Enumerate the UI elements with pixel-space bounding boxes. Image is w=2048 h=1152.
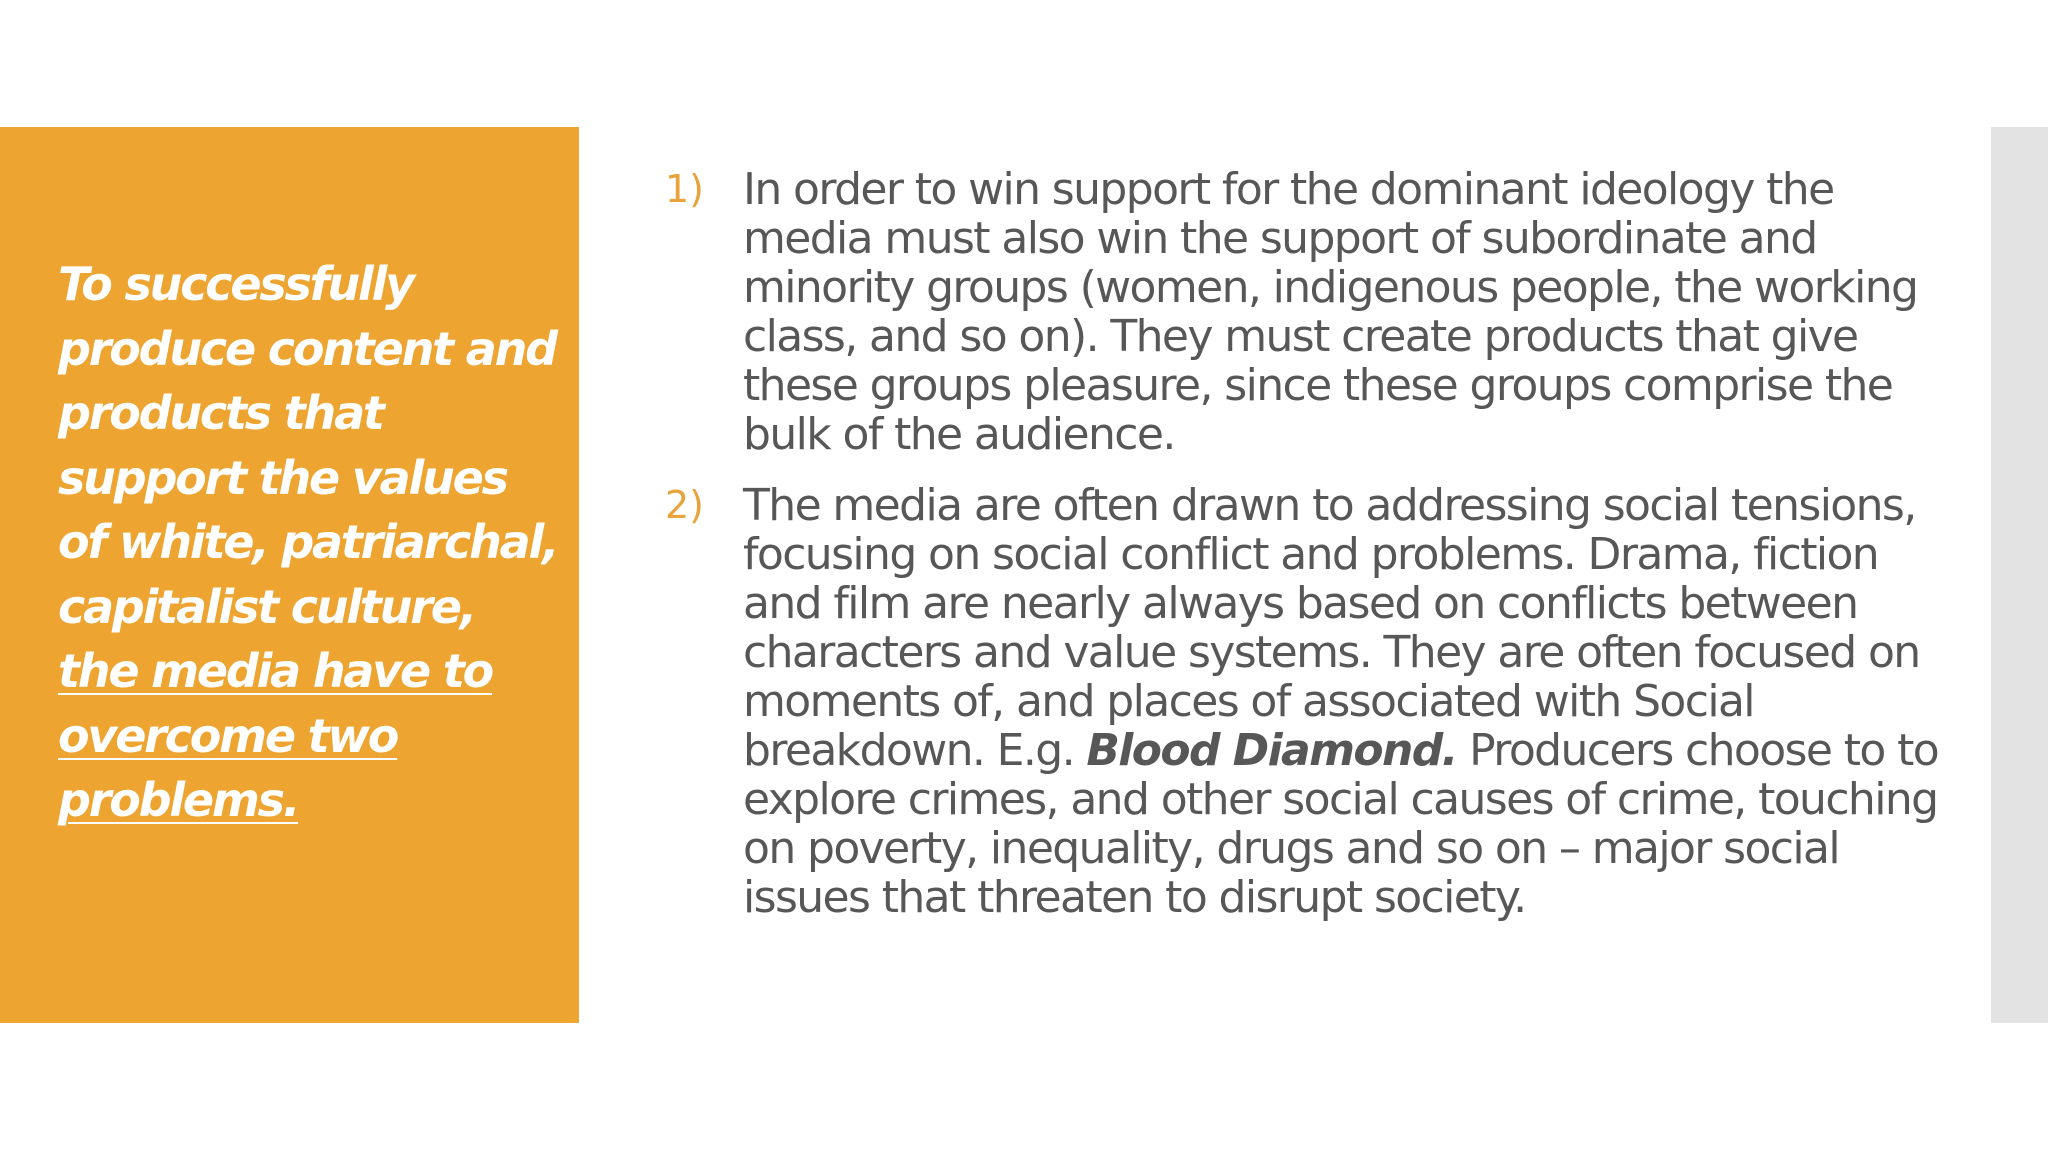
item-number: 2): [665, 483, 705, 527]
list-item: [665, 481, 1965, 922]
points-list: [665, 165, 1965, 922]
title-text: To successfully produce content and products that support the values of white, patriarchal, capitalist culture,: [58, 257, 558, 634]
title-underlined-text: the media have to overcome two problems.: [58, 644, 493, 827]
item-text-continued: Producers choose to to explore crimes, and other social causes of crime, touching on poverty, inequality, drugs and so on – major social issues that threaten to disrupt society.: [743, 725, 1939, 923]
slide-title: [58, 252, 558, 833]
item-text: The media are often drawn to addressing social tensions, focusing on social conflict and problems. Drama, fiction and film are nearly always based on conflicts between characters and value systems. They are often focused on moments of, and places of associated with Social breakdown. E.g.: [743, 480, 1920, 776]
item-text: In order to win support for the dominant ideology the media must also win the support of subordinate and minority groups (women, indigenous people, the working class, and so on). They must create products that give these groups pleasure, since these groups comprise the bulk of the audience.: [743, 164, 1918, 460]
film-title: Blood Diamond.: [1086, 725, 1457, 776]
list-item: [665, 165, 1965, 459]
side-bar: [1991, 127, 2048, 1023]
item-number: 1): [665, 167, 705, 211]
